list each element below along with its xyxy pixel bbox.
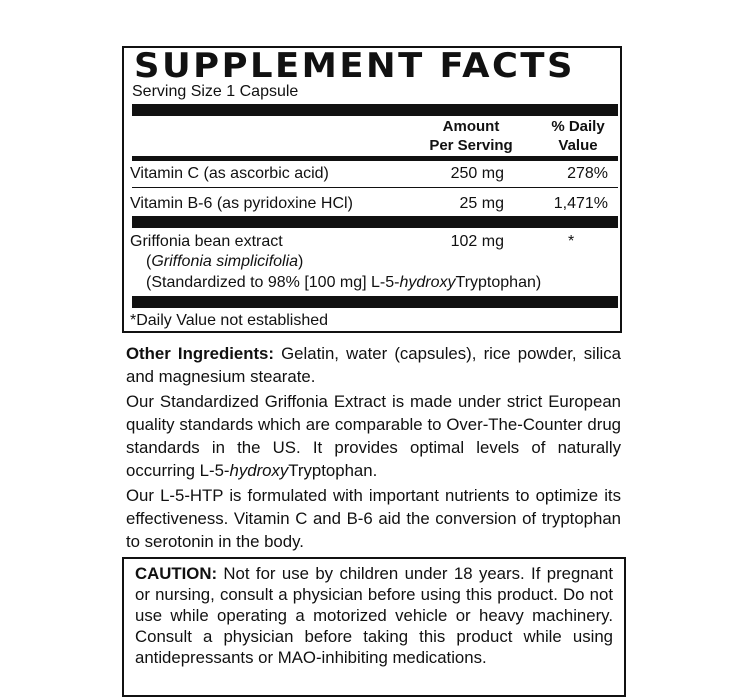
other-ingredients <box>126 342 621 388</box>
extract-paragraph <box>126 390 621 482</box>
caution-text <box>135 563 613 668</box>
daily-value-header-line1: % Daily <box>551 118 605 135</box>
daily-value-header <box>538 117 618 155</box>
row-daily-value: 1,471% <box>553 195 608 212</box>
standardized-note <box>146 273 541 293</box>
caution-body: Not for use by children under 18 years. If pregnant or nursing, consult a physician before using this product. Do not use while operating a motorized vehicle or heavy machinery. Consult a physician before taking this product while using antidepressants or MAO-inhibiting medications. <box>135 564 613 667</box>
extract-paragraph-text: Our Standardized Griffonia Extract is made under strict European quality standards which are comparable to Over-The-Counter drug standards in the US. It provides optimal levels of naturally occurring L-5- <box>126 392 621 480</box>
standardized-italic: hydroxy <box>399 274 456 291</box>
amount-header <box>416 117 526 155</box>
formulation-paragraph: Our L-5-HTP is formulated with important nutrients to optimize its effectiveness. Vitamin C and B-6 aid the conversion of tryptophan to serotonin in the body. <box>126 486 621 551</box>
latin-name <box>146 252 303 272</box>
supplement-facts-panel <box>122 46 622 333</box>
facts-title: SUPPLEMENT FACTS <box>134 46 576 86</box>
row-daily-value: 278% <box>567 165 608 182</box>
standardized-pre: (Standardized to 98% [100 mg] L-5- <box>146 274 400 291</box>
latin-name-text: Griffonia simplicifolia <box>151 253 299 270</box>
thick-divider <box>132 216 618 228</box>
row-amount: 102 mg <box>450 233 504 250</box>
amount-header-line2: Per Serving <box>429 137 513 154</box>
row-name: Griffonia bean extract <box>130 233 283 250</box>
latin-open-paren: ( <box>146 253 152 270</box>
row-amount: 250 mg <box>450 165 504 182</box>
other-ingredients-label: Other Ingredients: <box>126 344 274 363</box>
caution-box <box>122 557 626 697</box>
standardized-post: Tryptophan) <box>455 274 542 291</box>
row-daily-value: * <box>568 233 575 250</box>
other-ingredients-text: Gelatin, water (capsules), rice powder, silica and magnesium stearate. <box>126 344 622 386</box>
serving-size: Serving Size 1 Capsule <box>132 83 299 100</box>
caution-label: CAUTION: <box>135 564 218 583</box>
header-divider <box>132 156 618 161</box>
footnote: *Daily Value not established <box>130 312 329 329</box>
amount-header-line1: Amount <box>442 118 500 135</box>
latin-close-paren: ) <box>298 253 304 270</box>
extract-paragraph-end: Tryptophan. <box>288 461 378 480</box>
extract-paragraph-italic: hydroxy <box>229 461 289 480</box>
row-amount: 25 mg <box>459 195 504 212</box>
row-name: Vitamin C (as ascorbic acid) <box>130 165 329 182</box>
thick-divider <box>132 104 618 116</box>
thick-divider <box>132 296 618 308</box>
row-divider <box>132 187 618 188</box>
row-name: Vitamin B-6 (as pyridoxine HCl) <box>130 195 353 212</box>
daily-value-header-line2: Value <box>558 137 598 154</box>
